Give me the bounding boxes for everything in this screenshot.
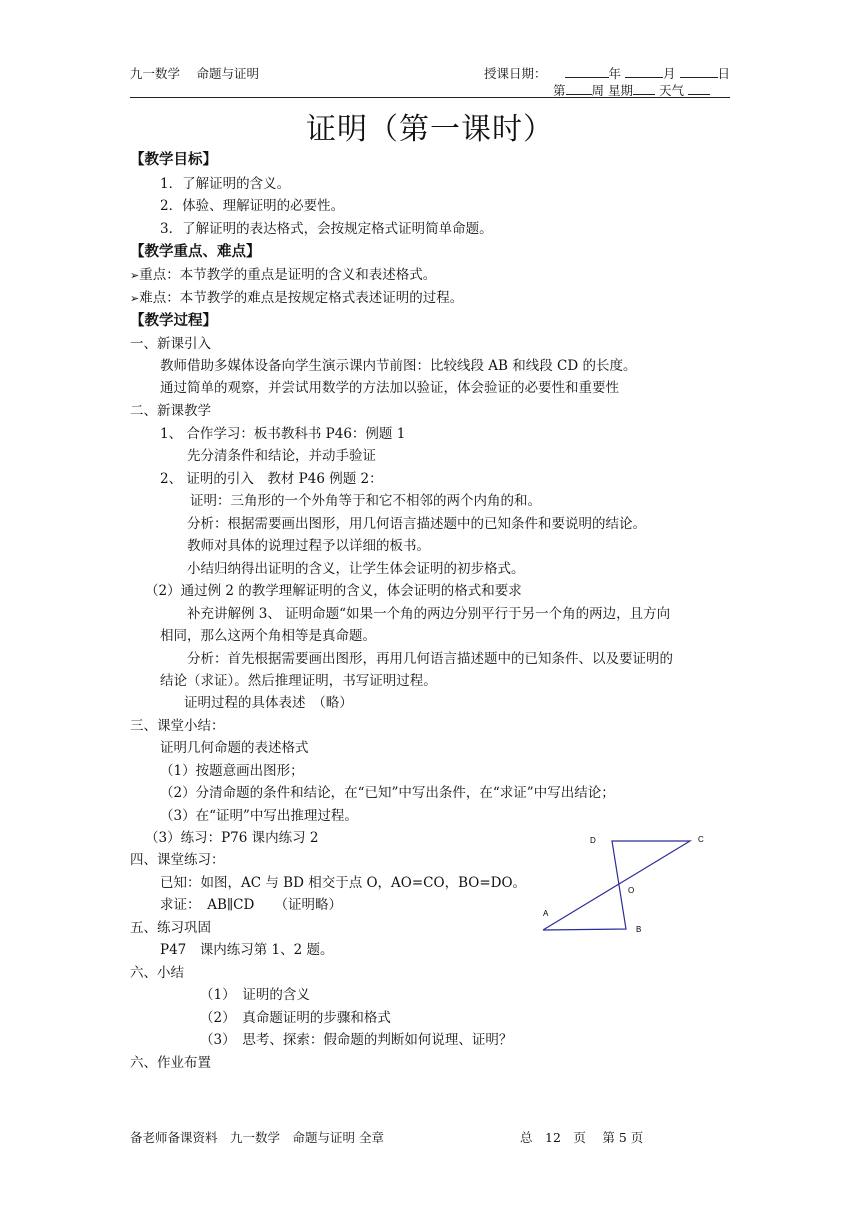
label-A: A (543, 909, 549, 918)
part-7-heading: 六、作业布置 (130, 1055, 211, 1071)
paragraph: （3）练习：P76 课内练习 2 (145, 830, 319, 846)
weekday-label: 星期 (608, 83, 634, 98)
label-B: B (636, 925, 642, 934)
geometry-figure (530, 828, 710, 938)
figure-lines (543, 841, 690, 930)
paragraph: 已知：如图，AC 与 BD 相交于点 O，AO=CO，BO=DO。 (160, 875, 527, 891)
paragraph: （3）在“证明”中写出推理过程。 (160, 808, 358, 824)
week-prefix: 第 (553, 83, 566, 98)
paragraph: 教师借助多媒体设备向学生演示课内节前图：比较线段 AB 和线段 CD 的长度。 (160, 358, 637, 374)
objective-3: 3．了解证明的表达格式，会按规定格式证明简单命题。 (160, 221, 493, 237)
paragraph: 1、 合作学习：板书教科书 P46：例题 1 (160, 426, 406, 442)
part-1-heading: 一、新课引入 (130, 336, 211, 352)
paragraph: （1）按题意画出图形； (160, 763, 304, 779)
part-5-heading: 五、练习巩固 (130, 920, 211, 936)
year-blank (565, 64, 609, 78)
label-D: D (590, 836, 596, 845)
part-6-heading: 六、小结 (130, 965, 184, 981)
footer-left: 备老师备课资料 九一数学 命题与证明 全章 (130, 1130, 384, 1145)
objective-1: 1．了解证明的含义。 (160, 176, 291, 192)
keypoint-difficulty-text: 难点：本节教学的难点是按规定格式表述证明的过程。 (139, 290, 464, 306)
paragraph: 证明过程的具体表述 （略） (184, 695, 353, 711)
bullet-arrow-icon: ➢ (130, 292, 140, 305)
week-blank (566, 81, 592, 95)
summary-item: （2） 真命题证明的步骤和格式 (200, 1010, 391, 1026)
keypoint-focus (130, 266, 436, 285)
paragraph: 2、 证明的引入 教材 P46 例题 2： (160, 471, 383, 487)
header-rule (130, 97, 730, 98)
paragraph: 先分清条件和结论，并动手验证 (187, 448, 376, 464)
section-keypoints: 【教学重点、难点】 (130, 243, 261, 260)
day-label: 日 (717, 66, 731, 81)
objective-2: 2．体验、理解证明的必要性。 (160, 198, 345, 214)
page-title: 证明（第一课时） (306, 112, 554, 147)
month-blank (625, 64, 663, 78)
bullet-arrow-icon: ➢ (130, 269, 140, 282)
keypoint-focus-text: 重点：本节教学的重点是证明的含义和表述格式。 (139, 267, 437, 283)
label-C: C (698, 835, 704, 844)
paragraph: 补充讲解例 3、 证明命题“如果一个角的两边分别平行于另一个角的两边，且方向 (187, 606, 671, 622)
keypoint-difficulty (130, 289, 463, 308)
paragraph: （2）分清命题的条件和结论，在“已知”中写出条件，在“求证”中写出结论； (160, 785, 615, 801)
paragraph: 教师对具体的说理过程予以详细的板书。 (187, 538, 430, 554)
week-label: 周 (591, 83, 605, 98)
weekday-blank (633, 81, 655, 95)
paragraph: 分析：根据需要画出图形，用几何语言描述题中的已知条件和要说明的结论。 (187, 516, 646, 532)
paragraph: 证明几何命题的表述格式 (160, 740, 309, 756)
part-4-heading: 四、课堂练习： (130, 852, 225, 868)
footer-page: 总 12 页 第 5 页 (520, 1130, 644, 1145)
day-blank (680, 64, 718, 78)
section-process: 【教学过程】 (130, 312, 217, 329)
paragraph: 结论（求证）。然后推理证明，书写证明过程。 (160, 673, 437, 689)
section-objectives: 【教学目标】 (130, 151, 217, 168)
header-course: 九一数学 命题与证明 (130, 66, 259, 81)
paragraph: 求证： AB∥CD （证明略） (160, 897, 343, 913)
label-O: O (628, 886, 635, 895)
weather-label: 天气 (659, 83, 685, 98)
date-label: 授课日期： (484, 66, 547, 81)
paragraph: 证明：三角形的一个外角等于和它不相邻的两个内角的和。 (190, 493, 541, 509)
paragraph: P47 课内练习第 1、2 题。 (160, 942, 334, 958)
part-3-heading: 三、课堂小结： (130, 718, 225, 734)
part-2-heading: 二、新课教学 (130, 403, 211, 419)
paragraph: 相同，那么这两个角相等是真命题。 (160, 628, 376, 644)
paragraph: 通过简单的观察，并尝试用数学的方法加以验证，体会验证的必要性和重要性 (160, 380, 619, 396)
paragraph: 小结归纳得出证明的含义，让学生体会证明的初步格式。 (187, 561, 525, 577)
summary-item: （3） 思考、探索：假命题的判断如何说理、证明？ (200, 1032, 513, 1048)
header-date (484, 64, 730, 82)
month-label: 月 (663, 66, 676, 81)
paragraph: 分析：首先根据需要画出图形，再用几何语言描述题中的已知条件、以及要证明的 (187, 651, 673, 667)
weather-blank (688, 81, 710, 95)
year-label: 年 (608, 66, 622, 81)
summary-item: （1） 证明的含义 (200, 987, 310, 1003)
paragraph: （2）通过例 2 的教学理解证明的含义，体会证明的格式和要求 (145, 583, 522, 599)
